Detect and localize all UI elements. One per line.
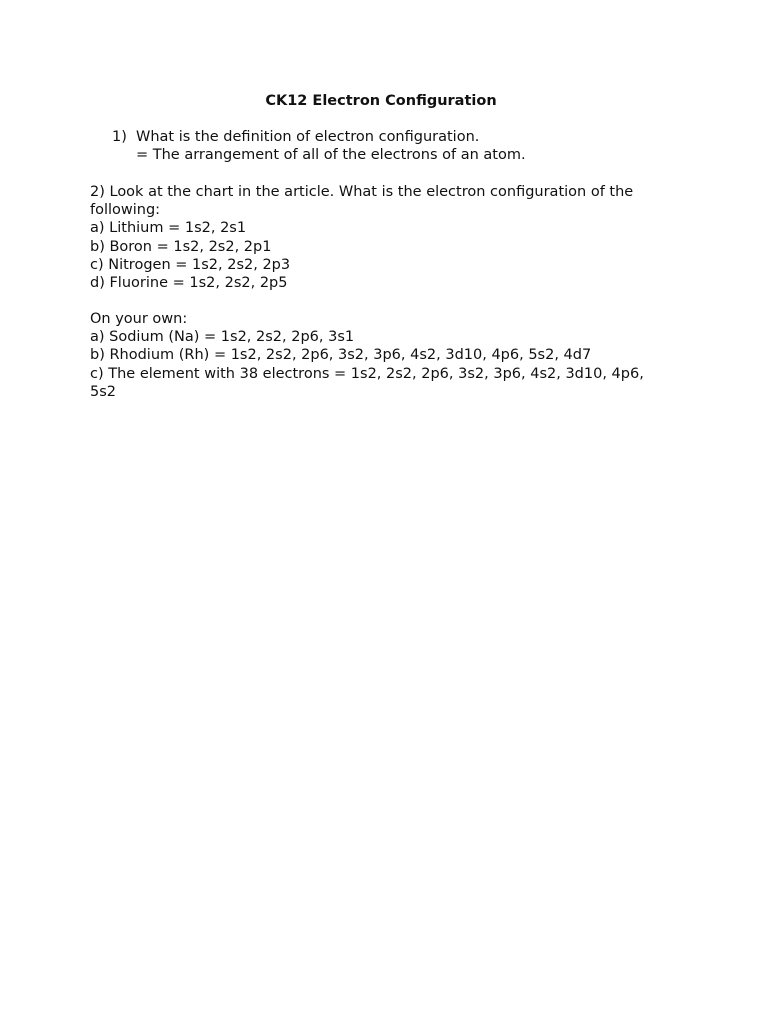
on-your-own-item-c-continued: 5s2	[90, 383, 117, 400]
on-your-own-item-c: c) The element with 38 electrons = 1s2, 2s2, 2p6, 3s2, 3p6, 4s2, 3d10, 4p6,	[90, 365, 644, 382]
question-1	[112, 128, 672, 164]
on-your-own-section	[90, 310, 680, 401]
document-title: CK12 Electron Configuration	[265, 93, 497, 109]
question-2-item-b: b) Boron = 1s2, 2s2, 2p1	[90, 238, 272, 255]
question-2-prompt-line-1: 2) Look at the chart in the article. What is the electron configuration of the	[90, 184, 634, 200]
question-2-prompt-line-2: following:	[90, 202, 161, 219]
question-1-row	[112, 128, 672, 146]
question-1-number: 1)	[112, 129, 127, 145]
on-your-own-heading: On your own:	[90, 311, 188, 327]
question-1-text: What is the definition of electron configuration.	[136, 129, 480, 145]
question-2-item-a: a) Lithium = 1s2, 2s1	[90, 220, 247, 237]
on-your-own-item-b: b) Rhodium (Rh) = 1s2, 2s2, 2p6, 3s2, 3p6, 4s2, 3d10, 4p6, 5s2, 4d7	[90, 347, 592, 364]
question-2-item-c: c) Nitrogen = 1s2, 2s2, 2p3	[90, 256, 291, 273]
question-2	[90, 183, 680, 292]
question-2-item-d: d) Fluorine = 1s2, 2s2, 2p5	[90, 275, 288, 292]
question-1-answer: = The arrangement of all of the electrons of an atom.	[136, 147, 526, 164]
on-your-own-item-a: a) Sodium (Na) = 1s2, 2s2, 2p6, 3s1	[90, 329, 355, 346]
